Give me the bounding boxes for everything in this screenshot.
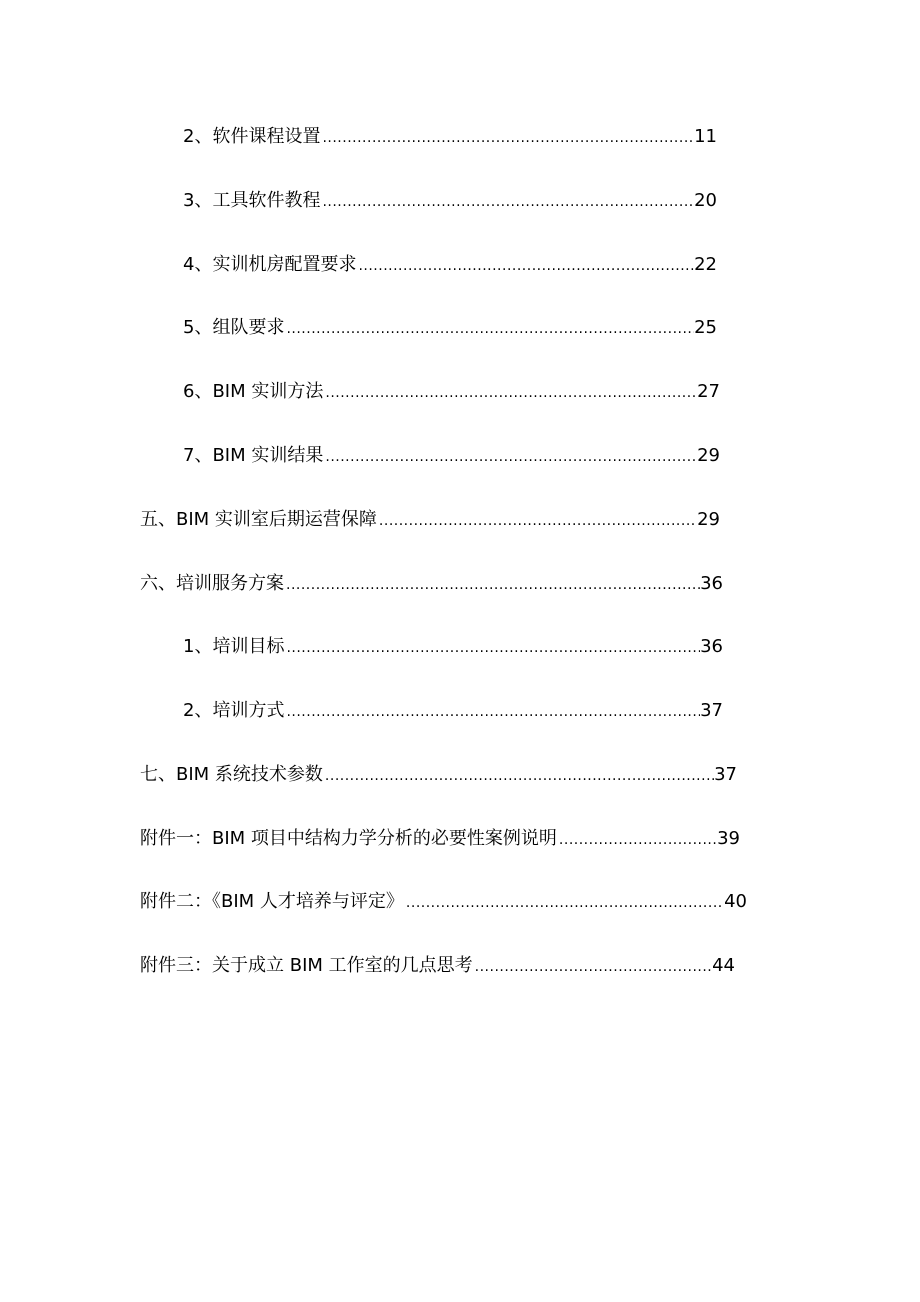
toc-dot-leader [323,377,697,409]
toc-dot-leader [323,760,714,792]
toc-entry-appendix-3[interactable] [140,950,735,982]
toc-entry-title: 六、培训服务方案 [140,573,284,594]
toc-entry-page-number: 20 [694,190,717,211]
toc-entry-page-number: 22 [694,254,717,275]
toc-entry-page-number: 25 [694,317,717,338]
toc-entry-page-number: 37 [714,764,737,785]
toc-entry-page-number: 29 [697,509,720,530]
toc-entry-lab-config[interactable] [183,249,717,281]
toc-entry-page-number: 37 [700,700,723,721]
toc-entry-title: 1、培训目标 [183,636,285,657]
toc-dot-leader [377,505,697,537]
toc-entry-title: 附件二：《BIM 人才培养与评定》 [140,891,404,912]
toc-dot-leader [404,887,724,919]
toc-entry-tool-software-tutorial[interactable] [183,185,717,217]
toc-dot-leader [320,122,694,154]
toc-entry-page-number: 36 [700,636,723,657]
toc-dot-leader [473,951,712,983]
toc-entry-page-number: 44 [712,955,735,976]
toc-entry-title: 附件一：BIM 项目中结构力学分析的必要性案例说明 [140,828,557,849]
toc-entry-page-number: 40 [724,891,747,912]
toc-entry-page-number: 29 [697,445,720,466]
toc-entry-title: 5、组队要求 [183,317,285,338]
toc-dot-leader [284,696,700,728]
toc-entry-appendix-1[interactable] [140,823,740,855]
toc-entry-bim-training-results[interactable] [183,440,720,472]
toc-entry-page-number: 39 [717,828,740,849]
toc-dot-leader [284,632,700,664]
toc-entry-operations-support[interactable] [140,504,720,536]
toc-entry-title: 4、实训机房配置要求 [183,254,357,275]
toc-entry-page-number: 11 [694,126,717,147]
toc-dot-leader [356,250,694,282]
toc-entry-title: 附件三：关于成立 BIM 工作室的几点思考 [140,955,473,976]
toc-entry-bim-training-method[interactable] [183,376,720,408]
toc-entry-title: 2、软件课程设置 [183,126,321,147]
toc-entry-title: 3、工具软件教程 [183,190,321,211]
toc-entry-training-methods[interactable] [183,695,723,727]
toc-entry-training-service-plan[interactable] [140,568,723,600]
toc-entry-training-goals[interactable] [183,631,723,663]
toc-entry-team-requirements[interactable] [183,312,717,344]
toc-entry-software-courses[interactable] [183,121,717,153]
toc-entry-title: 7、BIM 实训结果 [183,445,324,466]
toc-entry-title: 6、BIM 实训方法 [183,381,324,402]
toc-dot-leader [323,441,697,473]
toc-entry-page-number: 36 [700,573,723,594]
toc-entry-bim-tech-params[interactable] [140,759,737,791]
toc-entry-title: 七、BIM 系统技术参数 [140,764,323,785]
toc-entry-title: 五、BIM 实训室后期运营保障 [140,509,377,530]
toc-dot-leader [284,569,700,601]
toc-entry-appendix-2[interactable] [140,886,747,918]
toc-entry-title: 2、培训方式 [183,700,285,721]
toc-dot-leader [557,824,717,856]
toc-dot-leader [284,313,694,345]
toc-entry-page-number: 27 [697,381,720,402]
toc-dot-leader [320,186,694,218]
